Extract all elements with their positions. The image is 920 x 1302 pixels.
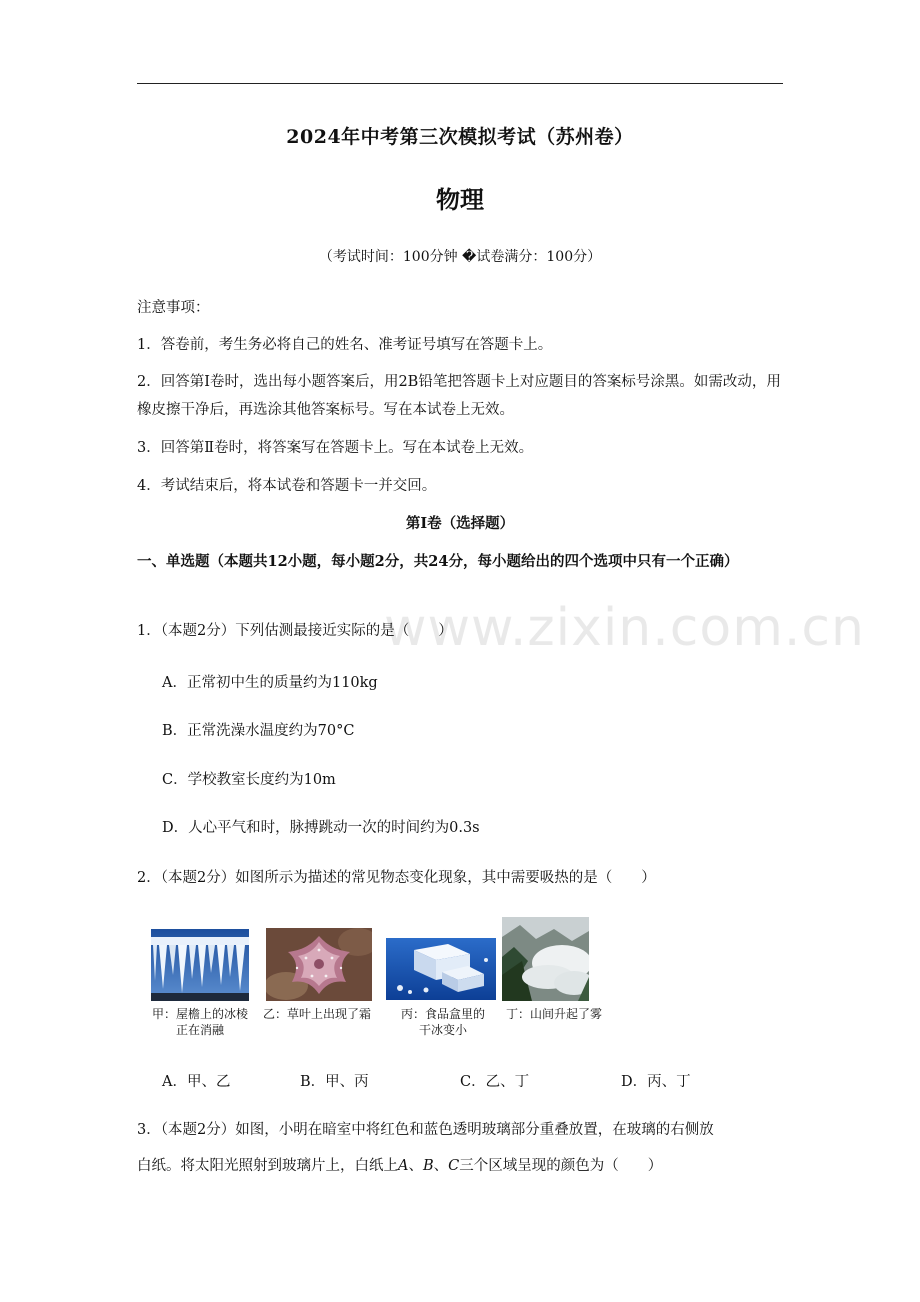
q1-option-b: B．正常洗澡水温度约为70°C xyxy=(162,723,355,739)
subject-title: 物理 xyxy=(436,185,484,214)
q1-option-c: C．学校教室长度约为10m xyxy=(162,772,336,788)
header-rule xyxy=(137,83,783,84)
q2-choice-b: B．甲、丙 xyxy=(300,1074,369,1090)
q2-choice-d: D．丙、丁 xyxy=(621,1074,691,1090)
region-b-label: B xyxy=(422,1158,434,1174)
note-item-3: 3．回答第Ⅱ卷时，将答案写在答题卡上。写在本试卷上无效。 xyxy=(137,440,534,456)
dry-ice-image xyxy=(386,938,496,1000)
part1-heading: 第Ⅰ卷（选择题） xyxy=(405,515,515,532)
frost-leaf-image xyxy=(266,928,372,1001)
caption-bing: 丙：食品盒里的 干冰变小 xyxy=(400,1007,485,1037)
caption-jia: 甲：屋檐上的冰棱 正在消融 xyxy=(151,1007,248,1037)
exam-title: 2024年中考第三次模拟考试（苏州卷） xyxy=(286,126,634,148)
section-heading: 一、单选题（本题共12小题，每小题2分，共24分，每小题给出的四个选项中只有一个正确） xyxy=(137,553,739,570)
note-item-2: 2．回答第Ⅰ卷时，选出每小题答案后，用2B铅笔把答题卡上对应题目的答案标号涂黑。如需改动，用橡皮擦干净后，再选涂其他答案标号。写在本试卷上无效。 xyxy=(137,374,781,418)
caption-yi: 乙：草叶上出现了霜 xyxy=(262,1007,371,1021)
q3-stem-line1: 3．（本题2分）如图，小明在暗室中将红色和蓝色透明玻璃部分重叠放置，在玻璃的右侧放 xyxy=(137,1122,714,1138)
q1-option-d: D．人心平气和时，脉搏跳动一次的时间约为0.3s xyxy=(162,820,480,836)
exam-info: （考试时间：100分钟 �试卷满分：100分） xyxy=(318,249,602,265)
region-c-label: C xyxy=(448,1158,460,1174)
note-item-4: 4．考试结束后，将本试卷和答题卡一并交回。 xyxy=(137,478,437,494)
watermark: www.zixin.com.cn xyxy=(384,598,865,658)
q1-option-a: A．正常初中生的质量约为110kg xyxy=(162,675,378,691)
q2-stem: 2．（本题2分）如图所示为描述的常见物态变化现象，其中需要吸热的是（ ） xyxy=(137,870,656,886)
q1-stem: 1．（本题2分）下列估测最接近实际的是（ ） xyxy=(137,623,453,639)
note-item-1: 1．答卷前，考生务必将自己的姓名、准考证号填写在答题卡上。 xyxy=(137,337,553,353)
notes-heading: 注意事项： xyxy=(137,300,210,316)
q2-choice-c: C．乙、丁 xyxy=(460,1074,530,1090)
q3-stem-line2: 白纸。将太阳光照射到玻璃片上，白纸上A、B、C三个区域呈现的颜色为（ ） xyxy=(137,1158,663,1174)
region-a-label: A xyxy=(398,1158,409,1174)
mountain-fog-image xyxy=(502,917,589,1001)
caption-ding: 丁：山间升起了雾 xyxy=(505,1007,602,1021)
q2-choice-a: A．甲、乙 xyxy=(162,1074,231,1090)
icicles-image xyxy=(151,929,249,1001)
